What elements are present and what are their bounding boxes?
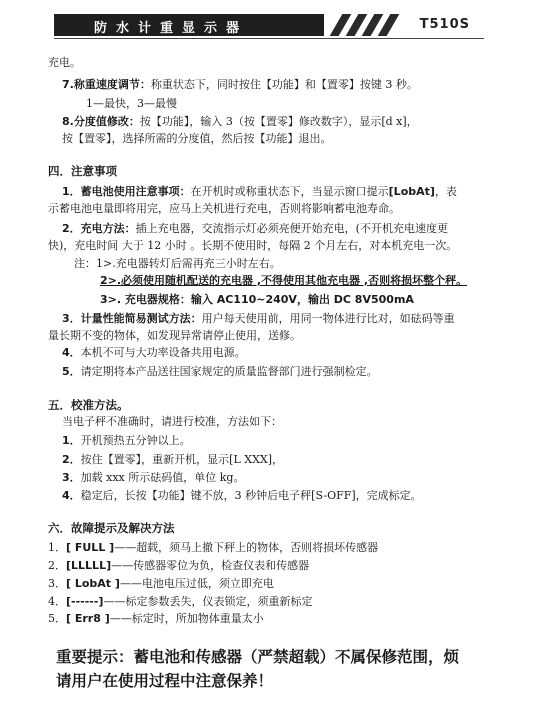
text-line: 4．稳定后，长按【功能】键不放，3 秒钟后电子秤[S-OFF]，完成标定。 bbox=[62, 489, 422, 502]
header-model: T510S bbox=[419, 17, 470, 32]
text-line: 充电。 bbox=[48, 56, 81, 69]
header-title: 防水计重显示器 bbox=[94, 21, 249, 36]
text-line: 按【置零】，选择所需的分度值，然后按【功能】退出。 bbox=[62, 132, 332, 145]
spec-line: 3>. 充电器规格：输入 AC110~240V，输出 DC 8V500mA bbox=[100, 293, 414, 306]
text-line: 1．开机预热五分钟以上。 bbox=[62, 434, 191, 447]
text-line: 1—最快，3—最慢 bbox=[86, 97, 177, 110]
text-line: 2．充电方法：插上充电器，交流指示灯必须亮便开始充电，(不开机充电速度更 bbox=[62, 222, 448, 235]
text-line: 快)，充电时间 大于 12 小时 。长期不使用时，每隔 2 个月左右，对本机充电一次。 bbox=[48, 239, 458, 252]
fault-item: 1．[ FULL ]——超载，须马上撤下秤上的物体，否则将损坏传感器 bbox=[48, 541, 379, 554]
text-line: 5．请定期将本产品送往国家规定的质量监督部门进行强制检定。 bbox=[62, 365, 378, 378]
text-line: 当电子秤不准确时，请进行校准，方法如下： bbox=[62, 415, 282, 428]
text-line: 4．本机不可与大功率设备共用电源。 bbox=[62, 346, 246, 359]
text-line: 7.称重速度调节：称重状态下，同时按住【功能】和【置零】按键 3 秒。 bbox=[62, 78, 418, 91]
fault-item: 5．[ Err8 ]——标定时，所加物体重量太小 bbox=[48, 612, 264, 625]
section-heading: 五．校准方法。 bbox=[48, 398, 129, 412]
fault-item: 4．[------]——标定参数丢失，仪表锁定，须重新标定 bbox=[48, 595, 313, 608]
section-heading: 六．故障提示及解决方法 bbox=[48, 521, 175, 535]
text-line: 示蓄电池电量即将用完，应马上关机进行充电，否则将影响蓄电池寿命。 bbox=[48, 202, 400, 215]
text-line: 量长期不变的物体，如发现异常请停止使用，送修。 bbox=[48, 329, 301, 342]
text-line: 8.分度值修改：按【功能】，输入 3（按【置零】修改数字），显示[d x]， bbox=[62, 115, 418, 128]
header-rule bbox=[54, 38, 484, 39]
text-line: 3．加载 xxx 所示砝码值，单位 kg。 bbox=[62, 471, 245, 484]
text-line: 注：1>.充电器转灯后需再充三小时左右。 bbox=[74, 257, 281, 270]
important-notice: 请用户在使用过程中注意保养！ bbox=[56, 672, 274, 690]
section-heading: 四．注意事项 bbox=[48, 164, 117, 178]
text-line: 2．按住【置零】，重新开机，显示[L XXX]， bbox=[62, 453, 284, 466]
warning-line: 2>.必须使用随机配送的充电器 ,不得使用其他充电器 ,否则将损坏整个秤。 bbox=[100, 274, 468, 287]
fault-item: 2．[LLLLL]——传感器零位为负，检查仪表和传感器 bbox=[48, 559, 310, 572]
page-header bbox=[54, 14, 484, 36]
fault-item: 3．[ LobAt ]——电池电压过低，须立即充电 bbox=[48, 577, 274, 590]
text-line: 3．计量性能简易测试方法：用户每天使用前，用同一物体进行比对，如砝码等重 bbox=[62, 312, 455, 325]
important-notice: 重要提示：蓄电池和传感器（严禁超载）不属保修范围，烦 bbox=[56, 648, 460, 666]
text-line: 1．蓄电池使用注意事项：在开机时或称重状态下，当显示窗口提示[LobAt]，表 bbox=[62, 185, 457, 198]
